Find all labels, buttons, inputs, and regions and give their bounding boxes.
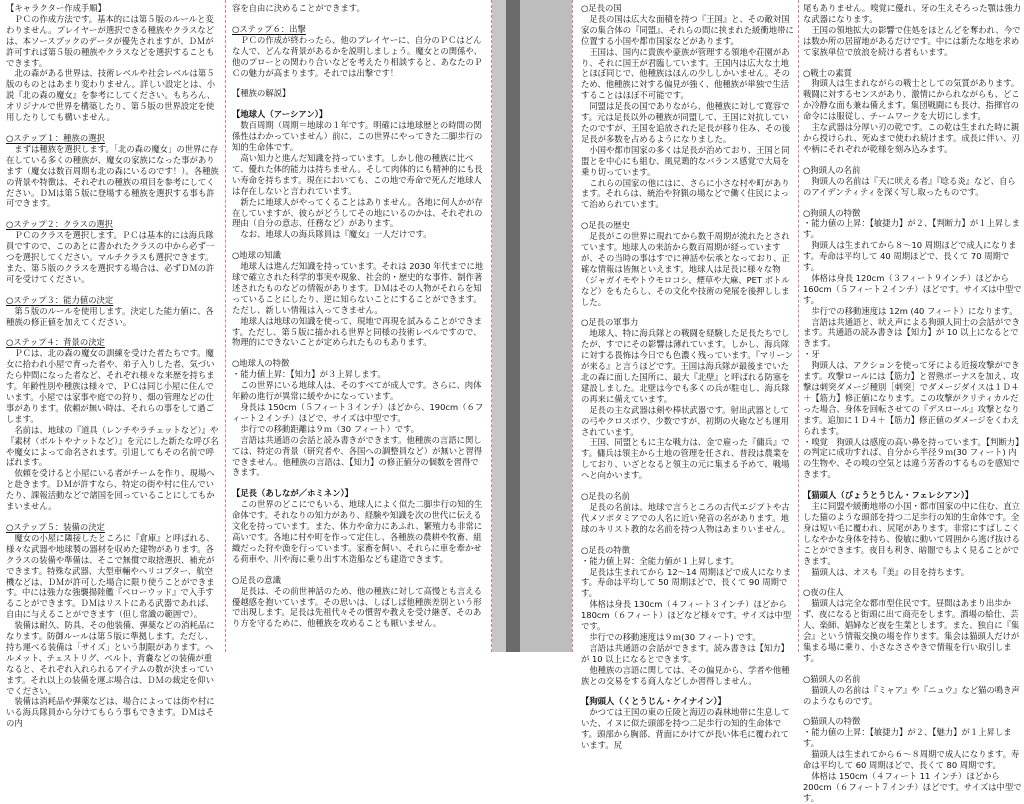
- body-paragraph: かつては王国の東の丘陵と海辺の森林地帯に生息していた、イヌに似た頭部を持つ二足歩行の知的生命体です。頭部から胸部、背面にかけてが長い体毛に覆われています。尻: [581, 707, 790, 751]
- body-paragraph: 王国は、国内に貴族や豪族が管理する領地や荘園があり、それに国王が君臨しています。王国内は広大な土地とほぼ同じで、他種族はほんの少ししかいません。そのため、他種族に対する偏見が強く、他種族が単独で生活することはほぼ不可能です。: [581, 46, 790, 101]
- body-paragraph: 尾もありません。嗅覚に優れ、牙の生えそろった顎は強力な武器になります。: [803, 3, 1021, 24]
- section-heading: ○ステップ４：背景の決定: [6, 337, 105, 348]
- section-heading: ○ステップ６：出撃: [232, 23, 306, 34]
- section-heading: 【地球人（アーシアン）】: [232, 109, 328, 120]
- body-paragraph: ・能力値の上昇：【敏捷力】が２、【判断力】が１上昇します。: [803, 218, 1020, 240]
- body-paragraph: 新たに地球人がやってくることはありません。各地に何人かが存在していますが、彼らがどうしてその地にいるのかは、それぞれの理由（自分の意志、任務など）があります。: [232, 196, 483, 229]
- body-paragraph: 小国や都市国家の多くは足長が治めており、王国と同盟とを中心にも組む、風見鶏的なバランス感覚で大局を乗り切っています。: [581, 144, 790, 177]
- body-paragraph: 歩行での移動距離は９ｍ（30 フィート）です。: [240, 423, 420, 434]
- body-paragraph: 狗頭人は生まれながらの戦士としての気質があります。戦闘に対するセンスがあり、激情にかられながらも、どこか冷静な面も兼ね備えます。集団戦闘にも長け、指揮官の命令には服従し、チームワークを大切にします。: [803, 78, 1020, 122]
- section-heading: ○ステップ５：装備の決定: [6, 521, 105, 532]
- body-paragraph: 名前は、地球の『道具（レンチやラチェットなど）』や『素材（ボルトやナットなど）』を元にした新たな呼び名や魔女によって命名されます。引退してもその名前で呼ばれます。: [6, 424, 219, 468]
- body-paragraph: ・嗅覚 狗頭人は感度の高い鼻を持っています。【判断力】の判定に成功すれば、自分から半径９ｍ(30 フィート) 内の生物や、その嗅の空気とは違う芳香のするものを感知できます。: [803, 436, 1020, 480]
- body-paragraph: 足長の主な武器は剣や棒状武器です。射出武器としての弓やクロスボウ、少数ですが、初期の火砲なども運用されています。: [581, 404, 789, 437]
- section-heading: 【キャラクター作成手順】: [6, 3, 106, 13]
- body-paragraph: ・能力値の上昇：【敏捷力】が２、【魅力】が１上昇します。: [803, 727, 1012, 749]
- body-paragraph: 猫頭人は生まれてから６～８周期で成人になります。寿命は平均して 60 周期ほどで、長くて 80 周期です。: [803, 749, 1020, 771]
- body-paragraph: 言語は共通語の会話ができます。読み書きは【知力】が 10 以上になるとできます。: [581, 642, 789, 664]
- body-paragraph: 狗頭人は、アクションを使って牙による近接攻撃ができます。攻撃ロールには【筋力】と習熟ボーナスを加え、攻撃は刺突ダメージ種別［刺突］でダメージダイスは１Ｄ４＋【筋力】修正値になります。この攻撃がクリティカルだった場合、身体を回転させての『デスロール』攻撃となります。追加に１Ｄ４＋【筋力】修正値のダメージをくわえられます。: [803, 360, 1020, 436]
- section-heading: ○地球人の特徴: [232, 358, 290, 369]
- body-paragraph: ＰＣの作成方法です。基本的には第５版のルールと変わりません。プレイヤーが選択できる種族やクラスなどは、本ソースブックのデータが優先されますが、ＤＭが許可すれば第５版の種族やクラスなどを選択することもできます。: [6, 13, 215, 68]
- body-paragraph: なお、地球人の海兵隊員は『魔女』一人だけです。: [240, 229, 432, 240]
- body-paragraph: 猫頭人の名前は『ミャア』や『ニュウ』など猫の鳴き声のようなものです。: [803, 684, 1020, 706]
- body-paragraph: この世界にいる地球人は、そのすべてが成人です。さらに、肉体年齢の進行が異常に緩やかになっています。: [232, 380, 482, 402]
- body-paragraph: 装備は耐久、防具、その他装備、弾薬などの消耗品になります。防御ルールは第５版に準拠します。ただし、持ち運べる装備は「サイズ」という制限があります。ヘルメット、チェストリグ、ベルト、背嚢などの装備が重なると、それぞれ入れられるアイテムの数が決まっています。それ以上の装備を運ぶ場合は、ＤＭの裁定を仰いでください。: [6, 620, 215, 696]
- page-gutter-mid: [520, 0, 572, 652]
- section-heading: ○夜の住人: [803, 587, 844, 598]
- body-paragraph: これらの国家の他にはに、さらに小さな村や町があります。それらは、統治や狩猟の場などで働く住民によって治められています。: [581, 177, 790, 210]
- body-paragraph: 言語は共通語の会話と読み書きができます。他種族の言語に関しては、特定の背景（研究者や、各国への調整員など）が無いと習得できません。他種族の言語は、【知力】の修正値分の個数を習得できます。: [232, 434, 483, 478]
- right-page: [572, 0, 1024, 803]
- body-paragraph: 同盟は足長の国でありながら、他種族に対して寛容です。元は足長以外の種族が同盟して、王国に対抗していたのですが、王国を追放された足長が移り住み、その後足長が多数を占めるようになりました。: [581, 101, 791, 144]
- body-paragraph: 王国の領地拡大の影響で住処をほとんどを奪われ、今では数か所の居留地があるだけです。中には新たな地を求めて家族単位で放浪を続ける者もいます。: [803, 24, 1021, 57]
- section-heading: ○狗頭人の特徴: [803, 207, 861, 218]
- section-heading: 【猫頭人（びょうとうじん・フェレシアン）】: [803, 490, 974, 501]
- section-heading: ○ステップ２：クラスの選択: [6, 219, 113, 230]
- section-heading: ○戦士の素質: [803, 67, 852, 78]
- body-paragraph: 他種族の言語に関しては、その偏見から、学者や他種族との交易をする商人などしか習得しません。: [581, 664, 790, 686]
- section-heading: ○猫頭人の特徴: [803, 716, 861, 727]
- body-paragraph: 装備は消耗品や弾薬などは、場合によっては街や村にいる海兵隊員から分けてもらう事もできます。ＤＭはその内: [6, 696, 215, 729]
- right-page-column-2: [803, 3, 1023, 803]
- body-paragraph: ・能力値上昇：全能力値が１上昇します。: [581, 555, 739, 566]
- section-heading: ○地球の知識: [232, 250, 281, 261]
- body-paragraph: 高い知力と進んだ知識を持っています。しかし他の種族に比べて、優れた体的能力は持ちません。そして肉体的にも精神的にも長い寿命を持ちます。現在においても、この地で寿命で死んだ地球人は存在しないと言われています。: [232, 152, 483, 196]
- body-paragraph: 足長がこの世界に現れてから数千周期が流れたとされています。地球人の来訪から数百周期が経っていますが、その当時の事はすでに神話や伝承となっており、正確な情報は皆無といえます。地球人は足長に様々な物（ジャガイモやトウモロコシ、煙草や大麻、PET ボトルなど）をもたらし、その文化や技術の発展を後押ししました。: [581, 231, 790, 307]
- body-paragraph: 容を自由に決めることができます。: [232, 3, 365, 13]
- section-heading: 【種族の解説】: [232, 88, 291, 99]
- body-paragraph: 魔女の小屋に隣接したところに『倉庫』と呼ばれる、様々な武器や地球製の器材を収めた建物があります。各クラスの装備や準備は、そこで無償で取捨選択、補充ができます。特殊な武器、大型車輛やヘリコプター、航空機などは、ＤＭが許可した場合に限り使うことができます。中には強力な強襲揚陸艦『ベローウッド』で入手することができます。ＤＭはリストにある武器であれば、自由に与えることができます（但し常識の範囲で）。: [6, 532, 215, 620]
- body-paragraph: 足長は生まれてから 12～14 周期ほどで成人になります。寿命は平均して 50 周期ほどで、長くて 90 周期です。: [581, 566, 792, 599]
- left-page: [0, 0, 492, 729]
- body-paragraph: 主な武器は分厚い刃の乾です。この乾は生まれた時に親から授けられ、死ぬまで使われ続けます。成長に伴い、刃や柄にそれぞれが乾様を刻み込みます。: [803, 122, 1020, 154]
- body-paragraph: 依頼を受けると小屋にいる者がチームを作り、現場へと赴きます。ＤＭが許すなら、特定の街や村に住んでいたり、課報活動などで諸国を回っていることにしてもかまいません。: [6, 468, 215, 512]
- body-paragraph: 体格は 150cm（４フィート 11 インチ）ほどから 200cm（６フィート７インチ）ほどです。サイズは中型です。: [803, 771, 1022, 803]
- body-paragraph: 身長は 150cm（５フィート３インチ）ほどから、190cm（６フィート２インチ）ほどで、サイズは中型です。: [232, 402, 484, 423]
- body-paragraph: 主に同盟や緩衝地帯の小国・都市国家の中に住む、直立した猫のような頭部を持つ二足歩行の知的生命体です。全身は短い毛に覆われ、尻尾があります。非常にすばしこくしなやかな身体を持ち、俊敏に動いて周囲から逃げ抜けることができます。夜目も利き、暗闇でもよく見ることができます。: [803, 501, 1020, 566]
- body-paragraph: 第５版のルールを使用します。決定した能力値に、各種族の修正値を加えてください。: [6, 305, 214, 327]
- section-heading: 【足長（あしなが／ホミネン）】: [232, 488, 353, 499]
- section-heading: ○足長の国: [581, 3, 622, 13]
- body-paragraph: まずは種族を選択します。「北の森の魔女」の世界に存在している多くの種族が、魔女の家族になった事があります（魔女は数百周期も北の森にいるのです！）。各種族の背景や特徴は、それぞれの種族の項目を参考にしてください。ＤＭは第５版に登場する種族を選択する事も許可できます。: [6, 143, 219, 209]
- section-heading: ○ステップ３：能力値の決定: [6, 294, 114, 305]
- body-paragraph: 狗頭人の名前は『天に吠える者』『唸る炎』など、自らのアイデンティティを深く写し取ったものです。: [803, 175, 1016, 197]
- body-paragraph: ・能力値上昇：【知力】が３上昇します。: [232, 369, 386, 380]
- right-page-column-1: [581, 3, 795, 751]
- body-paragraph: 体格は身長 130cm（４フィート３インチ）ほどから 180cm（６フィート）ほどなど様々です。サイズは中型です。: [581, 599, 792, 632]
- section-heading: ○狗頭人の名前: [803, 164, 861, 175]
- body-paragraph: 体格は身長 120cm（３フィート９インチ）ほどから 160cm（５フィート２インチ）ほどです。サイズは中型です。: [803, 272, 1022, 305]
- section-heading: ○ステップ１：種族の選択: [6, 132, 105, 143]
- body-paragraph: 地球人は進んだ知識を持っています。それは 2030 年代までに地球で確立された科学的事実や現象、社会的・歴史的な事件、制作著述されたものなどの情報があります。ＤＭはその人物がそれらを知っていることにしたり、逆に知らないことにすることができます。ただし、新しい情報は入ってきません。: [232, 261, 484, 315]
- body-paragraph: ・牙: [803, 349, 820, 360]
- section-heading: ○足長の軍事力: [581, 317, 639, 328]
- body-paragraph: 足長は、その前世神話のため、他の種族に対して高慢とも言える優越感を抱いています。その思いは、しばしば他種族差別という形で出現します。足長は先祖代々その慣習や教えを受け継ぎ、そのあり方を守るために、他種族を攻めることも厭いません。: [232, 585, 482, 629]
- left-page-column-2: [232, 3, 484, 652]
- body-paragraph: 狗頭人は生まれてから８～10 周期ほどで成人になります。寿命は平均して 40 周期ほどで、長くて 70 周期です。: [803, 240, 1017, 273]
- left-page-column-1: [6, 3, 220, 729]
- column-divider: [225, 0, 226, 652]
- body-paragraph: この世界のどこにでもいる、地球人によく似た二脚歩行の知的生命体です。それなりの知力があり、経験や知識を次の世代に伝える文化を持っています。また、体力や命力にあふれ、繁殖力も非常に高いです。各地に村や町を作って定住し、各種族の農耕や牧畜、組織だった狩や漁を行っています。家畜を飼い、それらに車を牽かせる荷車や、川や海に乗り出す木造船なども建造できます。: [232, 499, 483, 564]
- body-paragraph: 猫頭人は完全な都市型住民です。昼間はあまり出歩かず、夜になると街頭に出て商売をします。酒場の給仕、芸人、楽師、娼婦など夜を生業とします。また、独自に『集会』という情報交換の場を作ります。集会は猫頭人だけが集まる場に乗り、小さなささやきで情報を行い取引します。: [803, 598, 1020, 663]
- section-heading: 【狗頭人（くとうじん・ケイナイン）】: [581, 696, 726, 707]
- body-paragraph: 王国、同盟ともに主な戦力は、金で雇った『傭兵』です。傭兵は領主から土地の管理を任され、普段は農業をしており、いざとなると領主の元に集まる予めて、戦場へと向かいます。: [581, 437, 790, 481]
- body-paragraph: 言語は共通語と、吠え声による狗頭人同士の会話ができます。共通語の読み書きは【知力】が 10 以上になるとできます。: [803, 316, 1020, 349]
- body-paragraph: 北の森がある世界は、技術レベルや社会レベルは第５版のものとはあまり変わりません。詳しい設定とは、小説『北の森の魔女』を参考にしてください。もちろん、オリジナルで世界を構築したり、第５版の世界設定を使用したりしても構いません。: [6, 68, 216, 123]
- body-paragraph: 歩行での移動速度は９ｍ(30 フィート) です。: [589, 631, 761, 642]
- section-heading: ○猫頭人の名前: [803, 673, 861, 684]
- section-heading: ○足長の歴史: [581, 220, 630, 231]
- body-paragraph: 数百周期（周期＝地球の１年です。明確には地球歴との時間の関係性はわかっていません）前に、この世界にやってきた二脚歩行の知的生命体です。: [232, 120, 483, 153]
- body-paragraph: ＰＣは、北の森の魔女の訓練を受けた者たちです。魔女に拾われ小屋で育った者や、弟子入りした者、気づいたら仲間になった者など、それぞれ様々な来歴を持ちます。年齢性別や種族は様々で、ＰＣは同じ小屋に住んでいます。小屋では家事や庭での狩り、畑の管理などの仕事があります。依頼が無い時は、それらの事をして過ごします。: [6, 348, 215, 424]
- body-paragraph: 足長の名前は、地球で言うところの古代エジプトや古代メソポタミアでの人名に近い発音の名があります。地球のキリスト教的な名前を持つ人物はあまりいません。: [581, 501, 790, 534]
- section-heading: ○足長の特徴: [581, 544, 630, 555]
- page-gutter-dark: [506, 0, 520, 652]
- body-paragraph: ＰＣのクラスを選択します。ＰＣは基本的には海兵隊員ですので、このあとに書かれたクラスの中から必ず一つを選択してください。マルチクラスも選択できます。また、第５版のクラスを選択する場合は、必ずＤＭの許可を受けてください。: [6, 230, 215, 284]
- body-paragraph: 地球人、特に海兵隊との戦闘を経験した足長たちでしたが、すでにその影響は薄れています。しかし、海兵隊に対する畏怖は今日でも色濃く残っています。『マリーンが来る』と言うほどです。王国は海兵隊が最後までいた北の森に面した国所に、最大『北壁』と呼ばれる防塞を建設しました。北壁は今でも多くの兵が駐屯し、海兵隊の再来に備えています。: [581, 328, 793, 404]
- column-divider: [798, 0, 799, 652]
- body-paragraph: 猫頭人は、オスも『美』の目を持ちます。: [811, 566, 970, 577]
- body-paragraph: 足長の国は広大な面積を持つ『王国』と、その敵対国家の集合体の『同盟』、それらの間に挟まれた緩衝地帯に位置する小国や都市国家などがあります。: [581, 13, 794, 46]
- body-paragraph: 地球人は地球の知識を使って、現地で再現を試みることができます。ただし、第５版に描かれる世界と同様の技術レベルですので、物理的にできないことが定められたものもあります。: [232, 315, 483, 348]
- page-gutter-light: [492, 0, 506, 652]
- body-paragraph: ＰＣの作成が終わったら、他のプレイヤーに、自分のＰＣはどんな人で、どんな背景があるかを説明しましょう。魔女との関係や、他のプローとの関わり合いなどを考えたり相談すると、あなたのＰＣの魅力が高まります。それでは出撃です！: [232, 34, 483, 78]
- section-heading: ○足長の意識: [232, 574, 281, 585]
- section-heading: ○足長の名前: [581, 491, 630, 502]
- body-paragraph: 歩行での移動速度は 12m (40 フィート）になります。: [811, 305, 1018, 316]
